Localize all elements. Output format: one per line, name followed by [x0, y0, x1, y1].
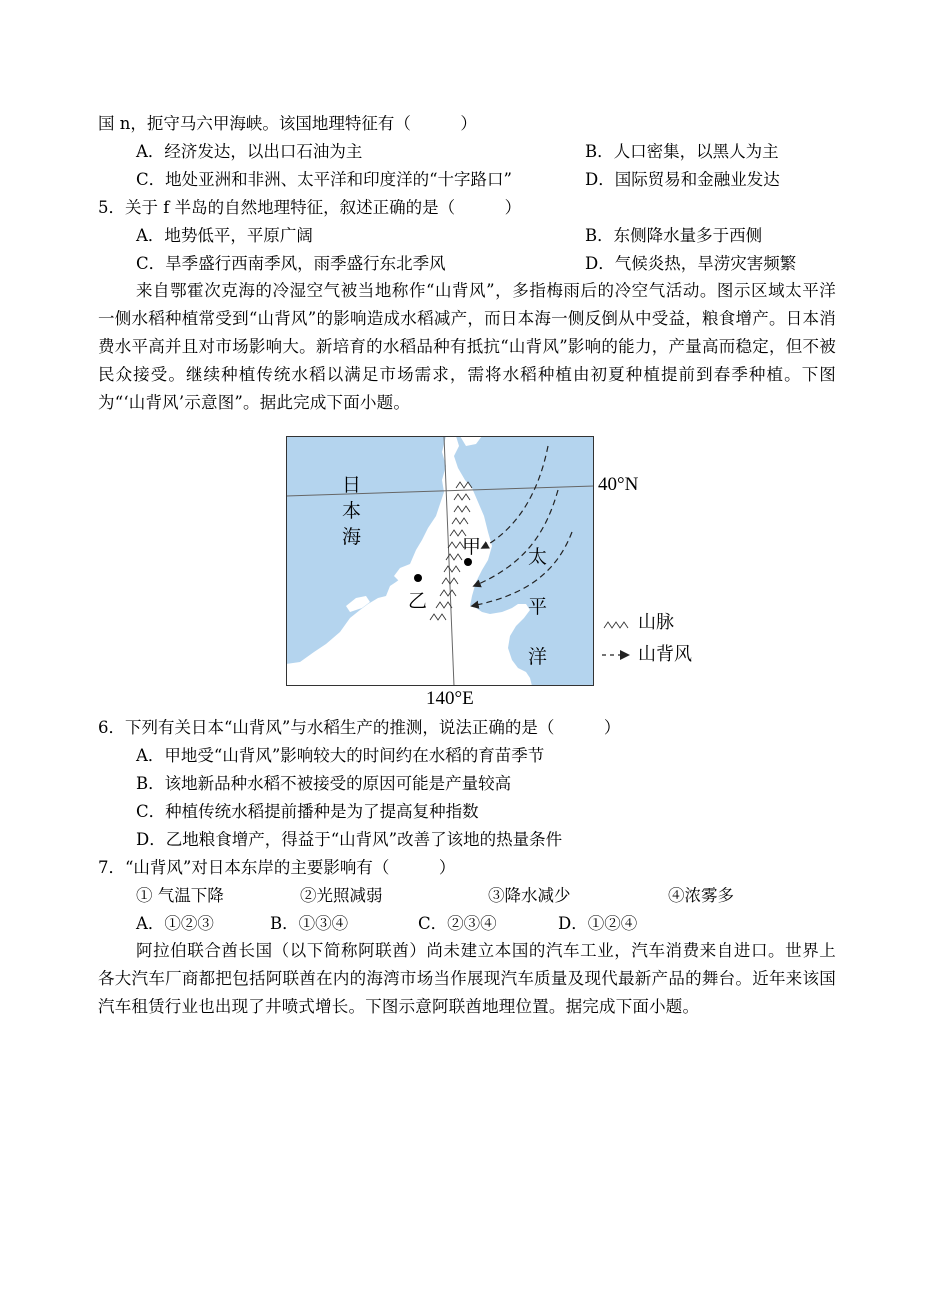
legend-wind-label: 山背风	[638, 644, 692, 665]
q5-option-d: D．气候炎热，旱涝灾害频繁	[585, 254, 797, 273]
place-jia-label: 甲	[462, 536, 482, 558]
passage-uae-text: 阿拉伯联合酋长国（以下简称阿联酋）尚未建立本国的汽车工业，汽车消费来自进口。世界上各大汽车厂商都把包括阿联酋在内的海湾市场当作展现汽车质量及现代最新产品的舞台。近年来该国汽车租赁行业也出现了井喷式增长。下图示意阿联酋地理位置。据完成下面小题。	[98, 941, 836, 1016]
q7-item-3: ③降水减少	[488, 886, 571, 905]
q7-option-d: D．①②④	[558, 914, 638, 933]
q7-item-4: ④浓雾多	[668, 886, 734, 905]
q5-stem: 5．关于 f 半岛的自然地理特征，叙述正确的是（ ）	[98, 198, 522, 217]
q4-option-a: A．经济发达，以出口石油为主	[136, 142, 363, 161]
sea-japan-char-3: 海	[342, 526, 362, 548]
q6-option-d: D．乙地粮食增产，得益于“山背风”改善了该地的热量条件	[136, 830, 563, 849]
q5-option-b: B．东侧降水量多于西侧	[585, 226, 763, 245]
q4-option-d: D．国际贸易和金融业发达	[585, 170, 780, 189]
legend-wind-icon	[602, 650, 630, 660]
q7-item-1: ① 气温下降	[136, 886, 224, 905]
q4-option-c: C．地处亚洲和非洲、太平洋和印度洋的“十字路口”	[136, 170, 512, 189]
sea-japan-char-1: 日	[342, 474, 362, 496]
q5-option-a: A．地势低平，平原广阔	[136, 226, 313, 245]
longitude-label: 140°E	[426, 688, 474, 709]
pacific-char-1: 太	[528, 546, 548, 568]
passage-uae	[98, 937, 836, 1021]
pacific-char-2: 平	[528, 596, 548, 618]
place-yi-dot	[414, 574, 422, 582]
q6-option-a: A．甲地受“山背风”影响较大的时间约在水稻的育苗季节	[136, 746, 545, 765]
place-yi-label: 乙	[408, 590, 428, 612]
q6-option-b: B．该地新品种水稻不被接受的原因可能是产量较高	[136, 774, 512, 793]
latitude-label: 40°N	[598, 474, 639, 495]
q7-option-c: C．②③④	[418, 914, 497, 933]
legend-mountain-label: 山脉	[638, 612, 674, 633]
legend-mountain-icon	[604, 622, 628, 628]
q6-stem: 6．下列有关日本“山背风”与水稻生产的推测，说法正确的是（ ）	[98, 718, 621, 737]
q5-option-c: C．旱季盛行西南季风，雨季盛行东北季风	[136, 254, 446, 273]
yamase-map	[286, 436, 706, 710]
q7-option-a: A．①②③	[136, 914, 214, 933]
passage-yamase-text: 来自鄂霍次克海的冷湿空气被当地称作“山背风”，多指梅雨后的冷空气活动。图示区域太平洋一侧水稻种植常受到“山背风”的影响造成水稻减产，而日本海一侧反倒从中受益，粮食增产。日本消费水平高并且对市场影响大。新培育的水稻品种有抵抗“山背风”影响的能力，产量高而稳定，但不被民众接受。继续种植传统水稻以满足市场需求，需将水稻种植由初夏种植提前到春季种植。下图为“‘山背风’示意图”。据此完成下面小题。	[98, 281, 836, 412]
q7-option-b: B．①③④	[270, 914, 349, 933]
q7-item-2: ②光照减弱	[300, 886, 383, 905]
sea-japan-char-2: 本	[342, 500, 362, 522]
q6-option-c: C．种植传统水稻提前播种是为了提高复种指数	[136, 802, 479, 821]
passage-yamase	[98, 277, 836, 417]
pacific-char-3: 洋	[528, 646, 548, 668]
place-jia-dot	[464, 558, 472, 566]
q4-option-b: B．人口密集，以黑人为主	[585, 142, 779, 161]
q4-stem: 国 n，扼守马六甲海峡。该国地理特征有（ ）	[98, 114, 477, 133]
q7-stem: 7．“山背风”对日本东岸的主要影响有（ ）	[98, 858, 456, 877]
